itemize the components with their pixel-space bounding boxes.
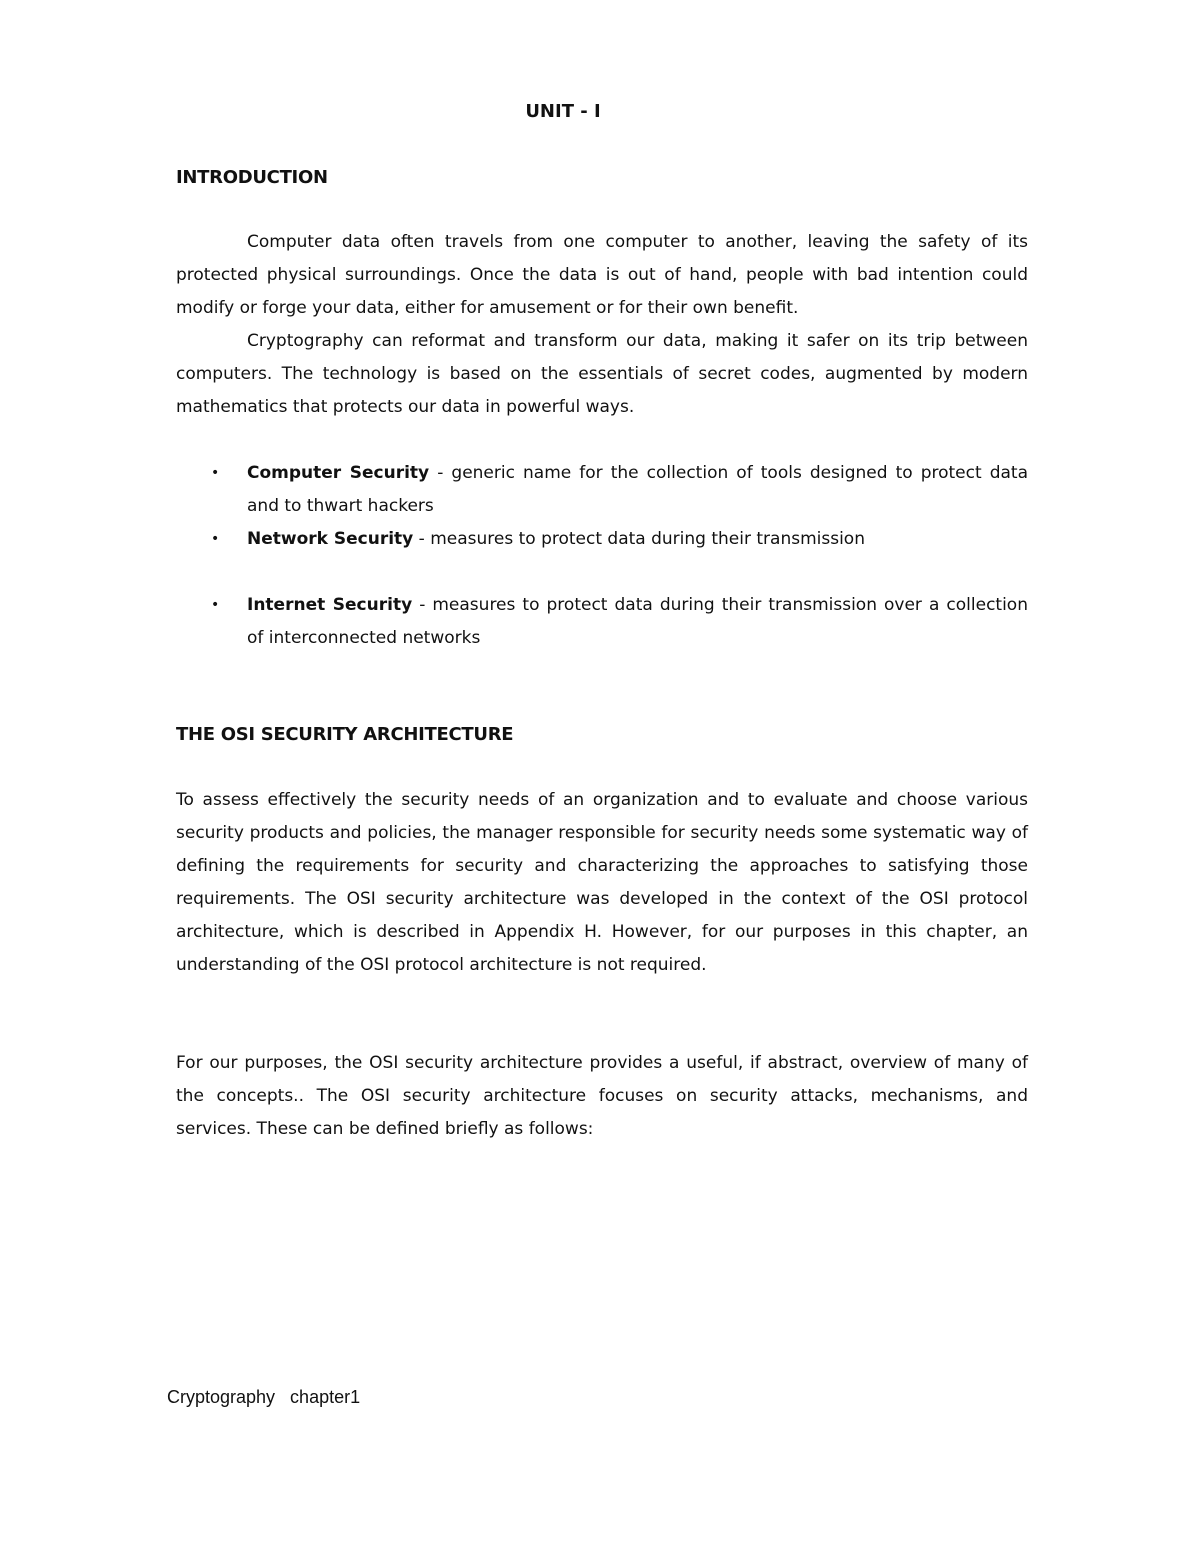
bullet-icon: • bbox=[211, 531, 220, 547]
introduction-heading: INTRODUCTION bbox=[176, 167, 328, 188]
bullet-text: - measures to protect data during their transmission bbox=[413, 529, 865, 549]
bullet-text: - measures to protect data during their transmission over a collection of interconnected networks bbox=[247, 595, 1028, 648]
bullet-term: Internet Security bbox=[247, 595, 413, 615]
bullet-icon: • bbox=[211, 597, 220, 613]
intro-paragraph: Computer data often travels from one computer to another, leaving the safety of its protected physical surroundings. Once the data is out of hand, people with bad intention could modify or forge your data, either for amusement or for their own benefit. bbox=[176, 232, 1028, 318]
page-title: UNIT - I bbox=[525, 101, 601, 122]
list-item bbox=[176, 457, 1028, 523]
osi-paragraph: To assess effectively the security needs of an organization and to evaluate and choose various security products and policies, the manager responsible for security needs some systematic way of defining the requirements for security and characterizing the approaches to satisfying those requirements. The OSI security architecture was developed in the context of the OSI protocol architecture, which is described in Appendix H. However, for our purposes in this chapter, an understanding of the OSI protocol architecture is not required. bbox=[176, 790, 1028, 975]
bullet-term: Network Security bbox=[247, 529, 414, 549]
security-bullet-list bbox=[176, 457, 1028, 655]
bullet-text: - generic name for the collection of tools designed to protect data and to thwart hackers bbox=[247, 463, 1028, 516]
bullet-icon: • bbox=[211, 465, 220, 481]
page-footer: Cryptography chapter1 bbox=[167, 1387, 361, 1407]
list-item bbox=[176, 589, 1028, 655]
osi-architecture-heading: THE OSI SECURITY ARCHITECTURE bbox=[176, 724, 514, 745]
list-item bbox=[176, 523, 1028, 556]
osi-paragraph: For our purposes, the OSI security architecture provides a useful, if abstract, overview of many of the concepts.. The OSI security architecture focuses on security attacks, mechanisms, and services. These can be defined briefly as follows: bbox=[176, 1053, 1028, 1139]
bullet-term: Computer Security bbox=[247, 463, 430, 483]
intro-paragraph: Cryptography can reformat and transform our data, making it safer on its trip between computers. The technology is based on the essentials of secret codes, augmented by modern mathematics that protects our data in powerful ways. bbox=[176, 331, 1028, 417]
